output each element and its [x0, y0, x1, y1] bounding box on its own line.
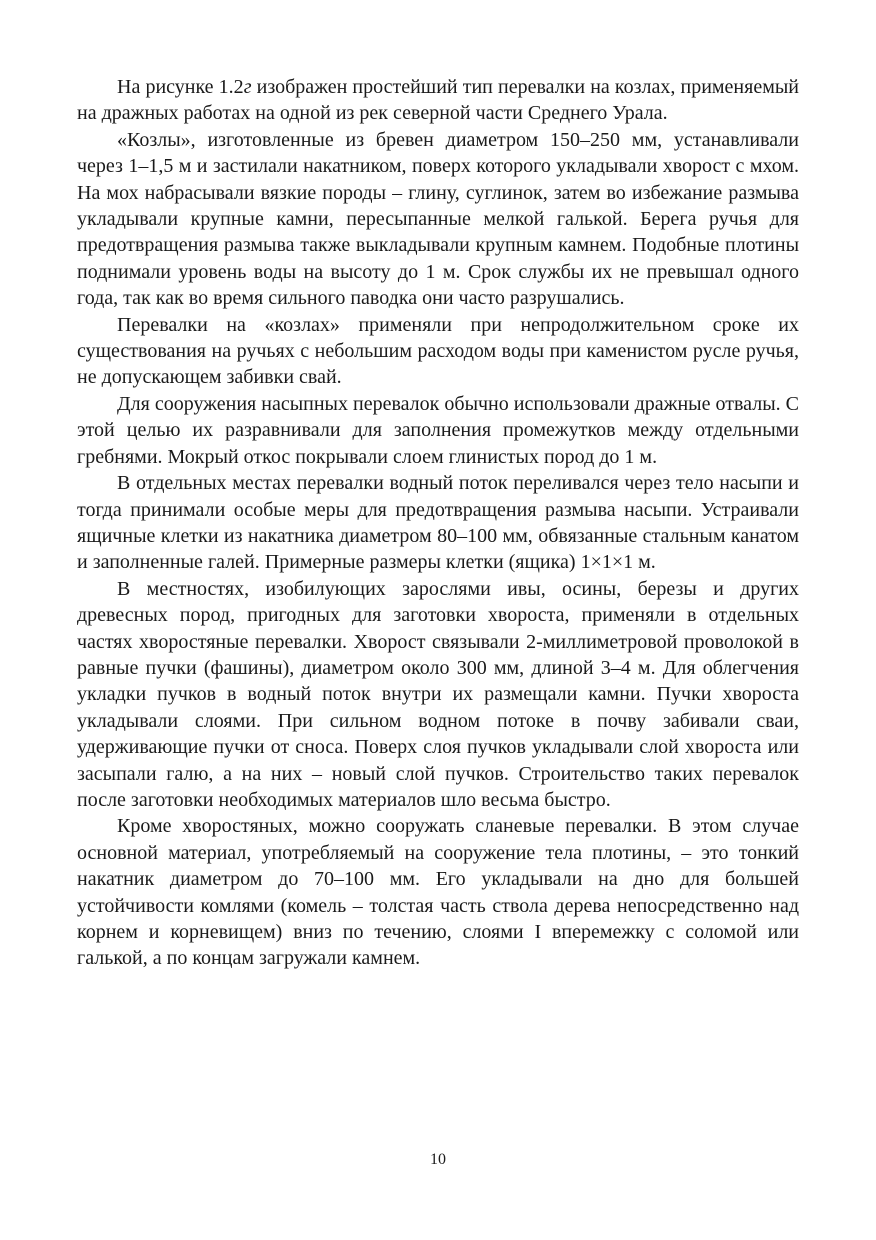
- paragraph: [77, 391, 799, 470]
- paragraph-text: В отдельных местах перевалки водный поток переливался через тело насыпи и тогда принимали особые меры для предотвращения размыва насыпи. Устраивали ящичные клетки из накатника диаметром 80–100 мм, обвязанные стальным канатом и заполненные галей. Примерные размеры клетки (ящика) 1×1×1 м.: [77, 472, 799, 574]
- paragraph-text: «Козлы», изготовленные из бревен диаметром 150–250 мм, устанавливали через 1–1,5 м и застилали накатником, поверх которого укладывали хворост с мхом. На мох набрасывали вязкие породы – глину, суглинок, затем во избежание размыва укладывали крупные камни, пересыпанные мелкой галькой. Берега ручья для предотвращения размыва также выкладывали крупным камнем. Подобные плотины поднимали уровень воды на высоту до 1 м. Срок службы их не превышал одного года, так как во время сильного паводка они часто разрушались.: [77, 128, 799, 310]
- paragraph-text: Для сооружения насыпных перевалок обычно использовали дражные отвалы. С этой целью их разравнивали для заполнения промежутков между отдельными гребнями. Мокрый откос покрывали слоем глинистых пород до 1 м.: [77, 392, 799, 468]
- paragraph: [77, 127, 799, 312]
- paragraph-text: изображен простейший тип перевалки на козлах, применяемый на дражных работах на одной из рек северной части Среднего Урала.: [77, 76, 800, 125]
- paragraph: [77, 576, 799, 814]
- paragraph-text: Перевалки на «козлах» применяли при непродолжительном сроке их существования на ручьях с небольшим расходом воды при каменистом русле ручья, не допускающем забивки свай.: [77, 313, 799, 389]
- body-text: [77, 74, 799, 972]
- paragraph-text: Кроме хворостяных, можно сооружать сланевые перевалки. В этом случае основной материал, употребляемый на сооружение тела плотины, – это тонкий накатник диаметром до 70–100 мм. Его укладывали на дно для большей устойчивости комлями (комель – толстая часть ствола дерева непосредственно над корнем и корневищем) вниз по течению, слоями I вперемежку с соломой или галькой, а по концам загружали камнем.: [77, 815, 799, 970]
- paragraph: [77, 470, 799, 576]
- page-number: 10: [430, 1151, 446, 1168]
- paragraph: [77, 74, 799, 127]
- paragraph-text: В местностях, изобилующих зарослями ивы, осины, березы и других древесных пород, пригодных для заготовки хвороста, применяли в отдельных частях хворостяные перевалки. Хворост связывали 2-миллиметровой проволокой в равные пучки (фашины), диаметром около 300 мм, длиной 3–4 м. Для облегчения укладки пучков в водный поток внутри их размещали камни. Пучки хвороста укладывали слоями. При сильном водном потоке в почву забивали сваи, удерживающие пучки от сноса. Поверх слоя пучков укладывали слой хвороста или засыпали галю, а на них – новый слой пучков. Строительство таких перевалок после заготовки необходимых материалов шло весьма быстро.: [77, 577, 799, 811]
- paragraph-text: На рисунке 1.2: [117, 76, 244, 98]
- paragraph-text-italic: г: [243, 76, 252, 98]
- paragraph: [77, 312, 799, 391]
- paragraph: [77, 813, 799, 971]
